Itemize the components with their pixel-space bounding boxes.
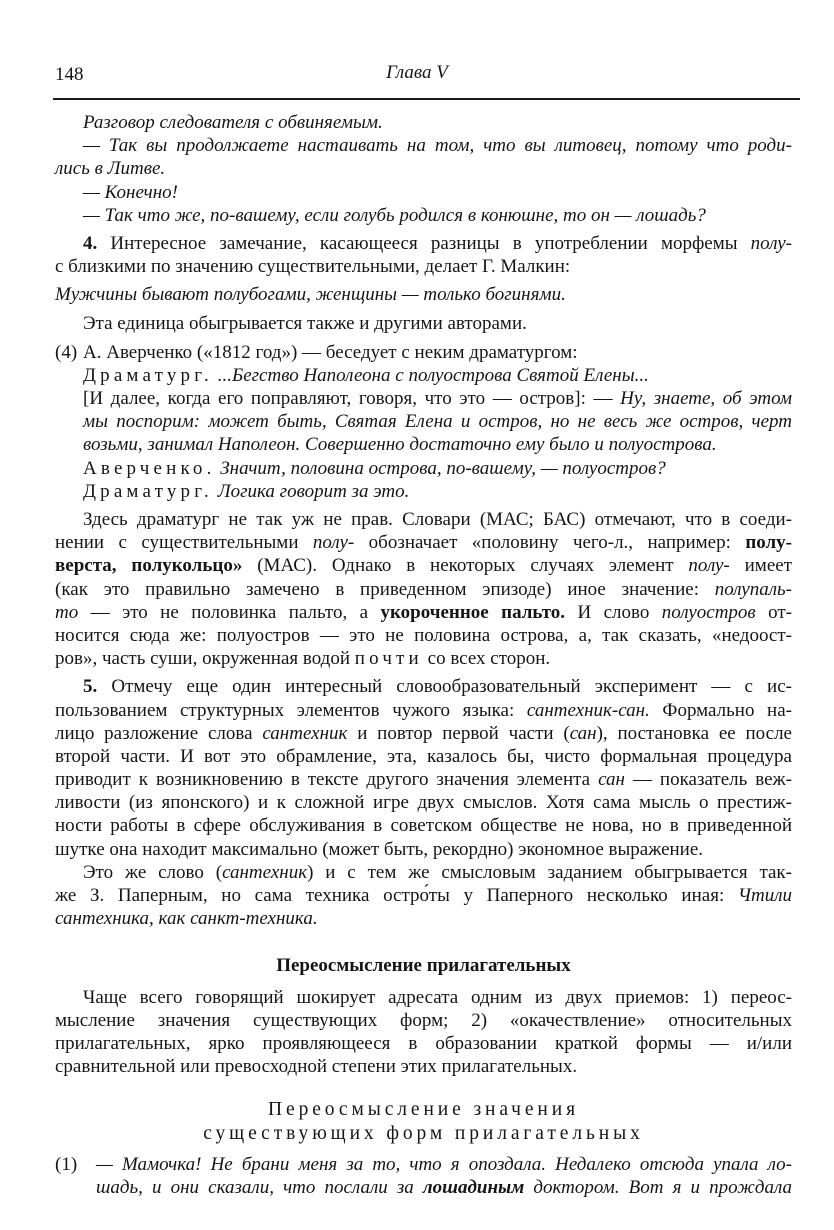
text-line <box>83 387 792 410</box>
text-segment: Интересное замечание, касающееся разницы в употреблении морфемы <box>97 232 751 254</box>
example-number: (4) <box>55 341 78 363</box>
text-segment: Чаще всего говорящий шокирует адресата одним из двух приемов: 1) переос- <box>83 986 792 1008</box>
text-line <box>55 232 792 255</box>
text-line <box>55 283 792 306</box>
text-segment: верста, полукольцо» <box>55 555 243 577</box>
text-segment: и повтор первой части ( <box>347 722 570 744</box>
text-segment: второй части. И вот это обрамление, эта, казалось бы, чисто формальная процедура <box>55 745 792 767</box>
subheading-line: Переосмысление значения <box>268 1099 579 1121</box>
text-line <box>55 986 792 1009</box>
text-segment: ), постановка ее после <box>596 722 792 744</box>
text-line <box>55 531 792 554</box>
text-segment: сан <box>598 769 625 791</box>
paragraph <box>55 861 792 931</box>
example-line <box>83 480 792 503</box>
text-line <box>55 699 792 722</box>
text-segment: носится сюда же: полуостров — это не половина острова, а, так сказать, «недоост- <box>55 624 792 646</box>
text-line <box>55 111 792 134</box>
text-segment: полу- <box>312 532 355 554</box>
text-line <box>55 1009 792 1032</box>
text-segment: сан <box>569 722 597 744</box>
text-segment: Ну, знаете, об этом <box>620 388 792 410</box>
text-segment: [И далее, когда его поправляют, говоря, что это — остров]: — <box>83 388 621 410</box>
text-segment: доктором. Вот я и прождала <box>524 1176 792 1198</box>
page-number: 148 <box>55 64 84 85</box>
text-line <box>55 768 792 791</box>
text-segment: Эта единица обыгрывается также и другими авторами. <box>83 312 527 334</box>
text-segment: Чтили <box>737 885 792 906</box>
text-segment: то <box>55 601 79 623</box>
page-body <box>55 111 792 1199</box>
text-segment: Разговор следователя с обвиняемым. <box>83 112 383 133</box>
text-segment: (как это правильно замечено в приведенном эпизоде) иное значение: <box>55 578 715 600</box>
text-segment: полуостров <box>661 601 756 623</box>
text-segment: полупаль- <box>714 578 792 600</box>
example-line <box>83 364 792 387</box>
text-segment: ров», часть суши, окруженная водой <box>55 648 355 670</box>
paragraph <box>55 204 792 227</box>
text-segment: полу- <box>750 232 792 254</box>
text-segment: прилагательных, ярко проявляющееся в образовании краткой формы — и/или <box>55 1032 792 1054</box>
text-segment: — это не половинка пальто, а <box>78 601 381 623</box>
text-line <box>96 1176 792 1199</box>
text-line <box>55 907 792 930</box>
text-segment: укороченное пальто. <box>380 601 566 623</box>
text-segment: (МАС). Однако в некоторых случаях элемент <box>242 555 689 577</box>
text-segment: мы поспорим: может быть, Святая Елена и остров, но не весь же остров, черт <box>83 411 792 433</box>
text-line <box>55 884 792 907</box>
text-line <box>55 255 792 278</box>
subheading-line: существующих форм прилагательных <box>203 1122 644 1144</box>
text-line <box>55 675 792 698</box>
numbered-example <box>55 341 792 503</box>
text-segment: обозначает «половину чего-л., например: <box>354 532 746 554</box>
text-line <box>55 814 792 837</box>
text-segment: ности работы в сфере обслуживания в советском обществе не нова, но в приведенной <box>55 815 792 837</box>
text-line <box>55 838 792 861</box>
text-line <box>83 410 792 433</box>
text-segment: Отмечу еще один интересный словообразовательный эксперимент — с ис- <box>97 676 792 698</box>
text-line <box>55 722 792 745</box>
text-line <box>55 624 792 647</box>
paragraph <box>55 986 792 1079</box>
text-segment: лись в Литве. <box>55 158 166 180</box>
text-segment: сантехник <box>222 861 308 883</box>
text-line <box>55 554 792 577</box>
section-heading: Переосмысление прилагательных <box>276 955 571 977</box>
text-segment: с близкими по значению существительными, делает Г. Малкин: <box>55 256 571 278</box>
text-segment: Драматург. <box>83 480 213 502</box>
text-line <box>55 204 792 227</box>
text-segment: приводит к возникновению в тексте другого значения элемента <box>55 769 599 791</box>
subsection-heading <box>55 1098 792 1144</box>
example-line <box>83 457 792 480</box>
text-segment: Аверченко. <box>83 457 216 479</box>
text-segment: Формально на- <box>649 699 792 721</box>
text-segment: возьми, занимал Наполеон. Совершенно достаточно ему было и полуострова. <box>83 434 717 456</box>
text-segment: сантехник <box>262 722 348 744</box>
text-segment: — Мамочка! Не брани меня за то, что я опоздала. Недалеко отсюда упала ло- <box>96 1153 792 1175</box>
text-segment: — Так вы продолжаете настаивать на том, что вы литовец, потому что роди- <box>83 135 792 157</box>
text-line <box>55 647 792 670</box>
text-segment: полу- <box>688 555 730 577</box>
paragraph <box>55 134 792 180</box>
text-segment: почти <box>354 648 423 670</box>
text-segment: полу- <box>745 532 793 554</box>
text-segment: Это же слово ( <box>83 861 223 883</box>
text-segment: имеет <box>729 555 792 577</box>
text-segment: ) и с тем же смысловым заданием обыгрывается так- <box>307 861 792 883</box>
text-segment: сантехник-сан. <box>526 699 650 721</box>
paragraph <box>55 508 792 670</box>
text-segment: же З. Паперным, но сама техника остро́ты у Паперного несколько иная: <box>55 885 738 906</box>
paragraph <box>55 283 792 306</box>
text-line <box>55 1032 792 1055</box>
text-segment: ливости (из японского) и к сложной игре двух смыслов. Хотя сама мысль о престиж- <box>55 792 792 814</box>
text-line <box>55 134 792 157</box>
text-segment: нении с существительными <box>55 532 313 554</box>
text-segment: Мужчины бывают полубогами, женщины — только богинями. <box>55 284 566 306</box>
text-segment: А. Аверченко («1812 год») — беседует с неким драматургом: <box>83 341 578 363</box>
text-line <box>55 181 792 204</box>
header-rule <box>53 98 800 100</box>
numbered-example <box>55 1153 792 1199</box>
text-segment: лошадиным <box>422 1176 525 1198</box>
text-line <box>96 1153 792 1176</box>
paragraph <box>55 181 792 204</box>
text-line <box>83 341 792 364</box>
text-segment: мысление значения существующих форм; 2) «окачествление» относительных <box>55 1009 792 1031</box>
text-segment: Значит, половина острова, по-вашему, — полуостров? <box>220 457 666 479</box>
text-segment: ...Бегство Наполеона с полуострова Святой Елены... <box>217 364 649 386</box>
text-segment: — показатель веж- <box>624 769 793 791</box>
running-title: Глава V <box>386 62 448 83</box>
text-segment: Логика говорит за это. <box>217 480 410 502</box>
text-line <box>55 1055 792 1078</box>
text-segment: — Конечно! <box>83 181 178 203</box>
text-segment: со всех сторон. <box>422 648 551 670</box>
text-line <box>55 861 792 884</box>
text-segment: 5. <box>83 676 98 698</box>
example-number: (1) <box>55 1153 78 1175</box>
text-line <box>55 578 792 601</box>
text-segment: шадь, и они сказали, что послали за <box>96 1176 423 1198</box>
text-segment: 4. <box>83 232 98 254</box>
text-line <box>83 364 792 387</box>
text-line <box>55 745 792 768</box>
paragraph <box>55 312 792 335</box>
text-segment: шутке она находит максимально (может быть, рекордно) экономное выражение. <box>55 838 704 860</box>
text-segment: — Так что же, по-вашему, если голубь родился в конюшне, то он — лошадь? <box>83 204 706 226</box>
text-segment: сантехника, как санкт-техника. <box>55 908 318 930</box>
text-line <box>55 508 792 531</box>
example-line <box>83 387 792 457</box>
text-line <box>55 791 792 814</box>
example-line <box>83 341 792 364</box>
text-segment: от- <box>755 601 792 623</box>
paragraph <box>55 111 792 134</box>
text-segment: лицо разложение слова <box>55 722 263 744</box>
text-line <box>55 312 792 335</box>
text-line <box>55 157 792 180</box>
text-line <box>83 457 792 480</box>
paragraph <box>55 675 792 861</box>
text-segment: И слово <box>565 601 662 623</box>
text-segment: Здесь драматург не так уж не прав. Словари (МАС; БАС) отмечают, что в соеди- <box>83 509 792 530</box>
text-segment: Драматург. <box>83 364 213 386</box>
text-line <box>55 601 792 624</box>
paragraph <box>55 232 792 278</box>
text-segment: сравнительной или превосходной степени этих прилагательных. <box>55 1056 578 1078</box>
text-line <box>83 480 792 503</box>
text-line <box>83 433 792 456</box>
text-segment: пользованием структурных элементов чужого языка: <box>55 699 527 721</box>
example-line <box>96 1153 792 1199</box>
